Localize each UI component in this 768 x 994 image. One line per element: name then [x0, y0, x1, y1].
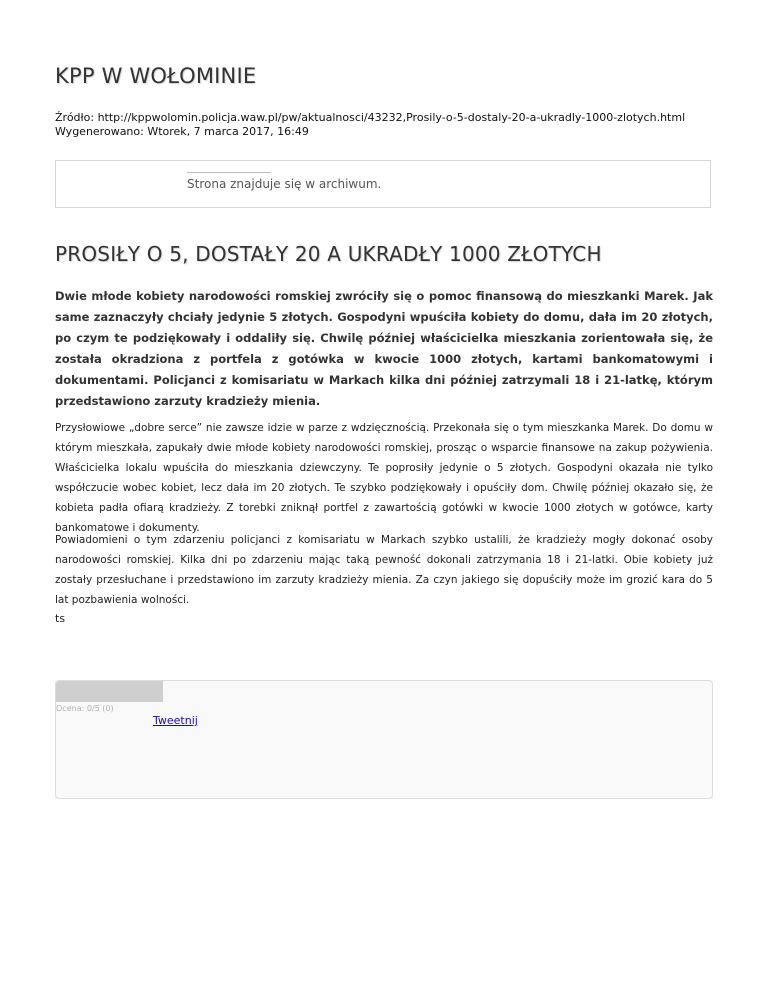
generated-date: Wygenerowano: Wtorek, 7 marca 2017, 16:49 — [55, 125, 309, 138]
tweet-link[interactable]: Tweetnij — [153, 714, 198, 727]
site-title: KPP W WOŁOMINIE — [55, 64, 257, 88]
archive-divider — [187, 172, 271, 173]
article-signature: ts — [55, 612, 66, 625]
article-paragraph-2: Powiadomieni o tym zdarzeniu policjanci z komisariatu w Markach szybko ustalili, że kradzieży mogły dokonać osoby narodowości romskiej. Kilka dni po zdarzeniu mając taką pewność dokonali zatrzymania 18 i 21-latki. Obie kobiety już zostały przesłuchane i przedstawiono im zarzuty kradzieży mienia. Za czyn jakiego się dopuściły może im grozić kara do 5 lat pozbawienia wolności. — [55, 534, 713, 606]
source-url: Źródło: http://kppwolomin.policja.waw.pl/pw/aktualnosci/43232,Prosily-o-5-dostaly-20-a-ukradly-1000-zlotych.html — [55, 111, 686, 124]
archive-notice-box — [55, 160, 711, 208]
document-meta — [55, 111, 685, 139]
rating-label: Ocena: 0/5 (0) — [56, 704, 114, 713]
article-title: PROSIŁY O 5, DOSTAŁY 20 A UKRADŁY 1000 ZŁOTYCH — [55, 242, 602, 266]
article-paragraph-1: Przysłowiowe „dobre serce” nie zawsze idzie w parze z wdzięcznością. Przekonała się o tym mieszkanka Marek. Do domu w którym mieszkała, zapukały dwie młode kobiety narodowości romskiej, prosząc o wsparcie finansowe na zakup pożywienia. Właścicielka lokalu wpuściła do mieszkania dziewczyny. Te poprosiły jedynie o 5 złotych. Gospodyni okazała nie tylko współczucie wobec kobiet, lecz dała im 20 złotych. Te szybko podziękowały i opuściły dom. Chwilę później okazało się, że kobieta padła ofiarą kradzieży. Z torebki zniknął portfel z zawartością gotówki w kwocie 1000 złotych w gotówce, karty bankomatowe i dokumenty. — [55, 422, 713, 534]
rating-share-box — [55, 680, 713, 799]
rating-stars-bar[interactable] — [56, 681, 163, 702]
archive-notice: Strona znajduje się w archiwum. — [187, 177, 382, 191]
article-lead: Dwie młode kobiety narodowości romskiej zwróciły się o pomoc finansową do mieszkanki Marek. Jak same zaznaczyły chciały jedynie 5 złotych. Gospodyni wpuściła kobiety do domu, dała im 20 złotych, po czym te podziękowały i oddaliły się. Chwilę później właścicielka mieszkania zorientowała się, że została okradziona z portfela z gotówka w kwocie 1000 złotych, kartami bankomatowymi i dokumentami. Policjanci z komisariatu w Markach kilka dni później zatrzymali 18 i 21-latkę, którym przedstawiono zarzuty kradzieży mienia. — [55, 289, 713, 408]
